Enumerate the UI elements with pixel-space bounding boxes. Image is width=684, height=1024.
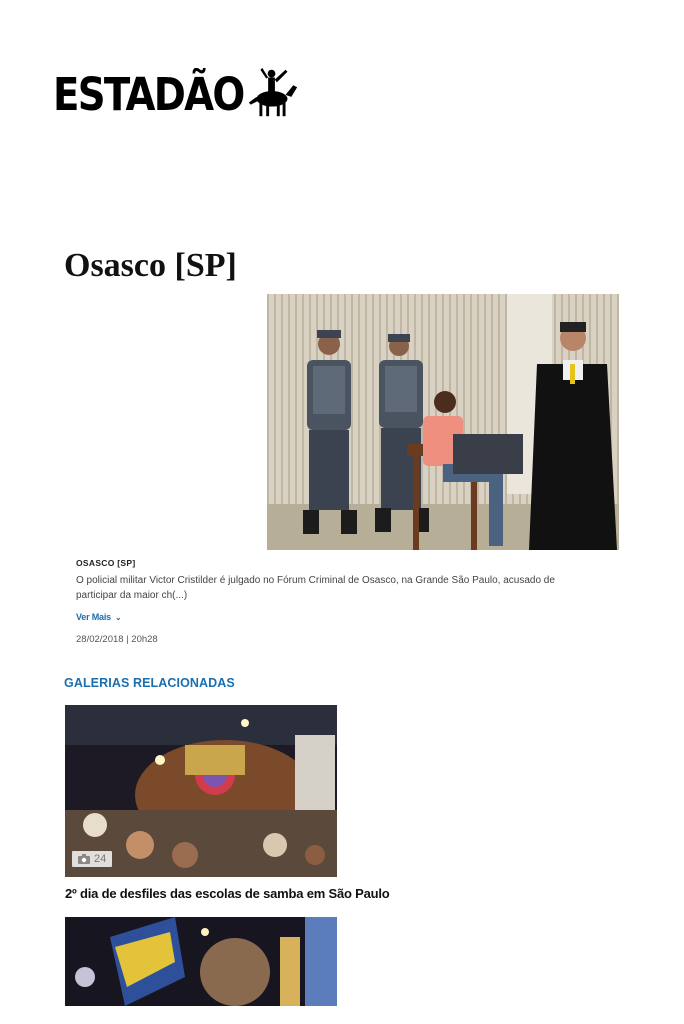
chevron-down-icon: ⌄ (114, 613, 122, 622)
gallery-card-1[interactable] (65, 705, 337, 877)
estadao-logo[interactable] (53, 66, 275, 122)
main-photo[interactable] (267, 294, 619, 550)
horse-rider-icon (243, 64, 301, 122)
photo-count: 24 (94, 853, 107, 865)
page-title: Osasco [SP] (64, 247, 237, 284)
gallery-title-1[interactable]: 2º dia de desfiles das escolas de samba em São Paulo (65, 886, 390, 901)
logo-text: ESTADÃO (53, 67, 244, 121)
photo-count-badge (72, 851, 112, 867)
ver-mais-label: Ver Mais (76, 612, 111, 622)
caption-title: OSASCO [SP] (76, 558, 136, 568)
gallery-card-2[interactable] (65, 917, 337, 1006)
caption-date: 28/02/2018 | 20h28 (76, 634, 158, 645)
photo-caption (76, 558, 586, 645)
ver-mais-link[interactable] (76, 612, 121, 622)
caption-text: O policial militar Victor Cristilder é julgado no Fórum Criminal de Osasco, na Grande São Paulo, acusado de participar da maior ch(...) (76, 575, 555, 601)
camera-icon (78, 854, 90, 864)
related-galleries-heading: GALERIAS RELACIONADAS (64, 676, 235, 690)
